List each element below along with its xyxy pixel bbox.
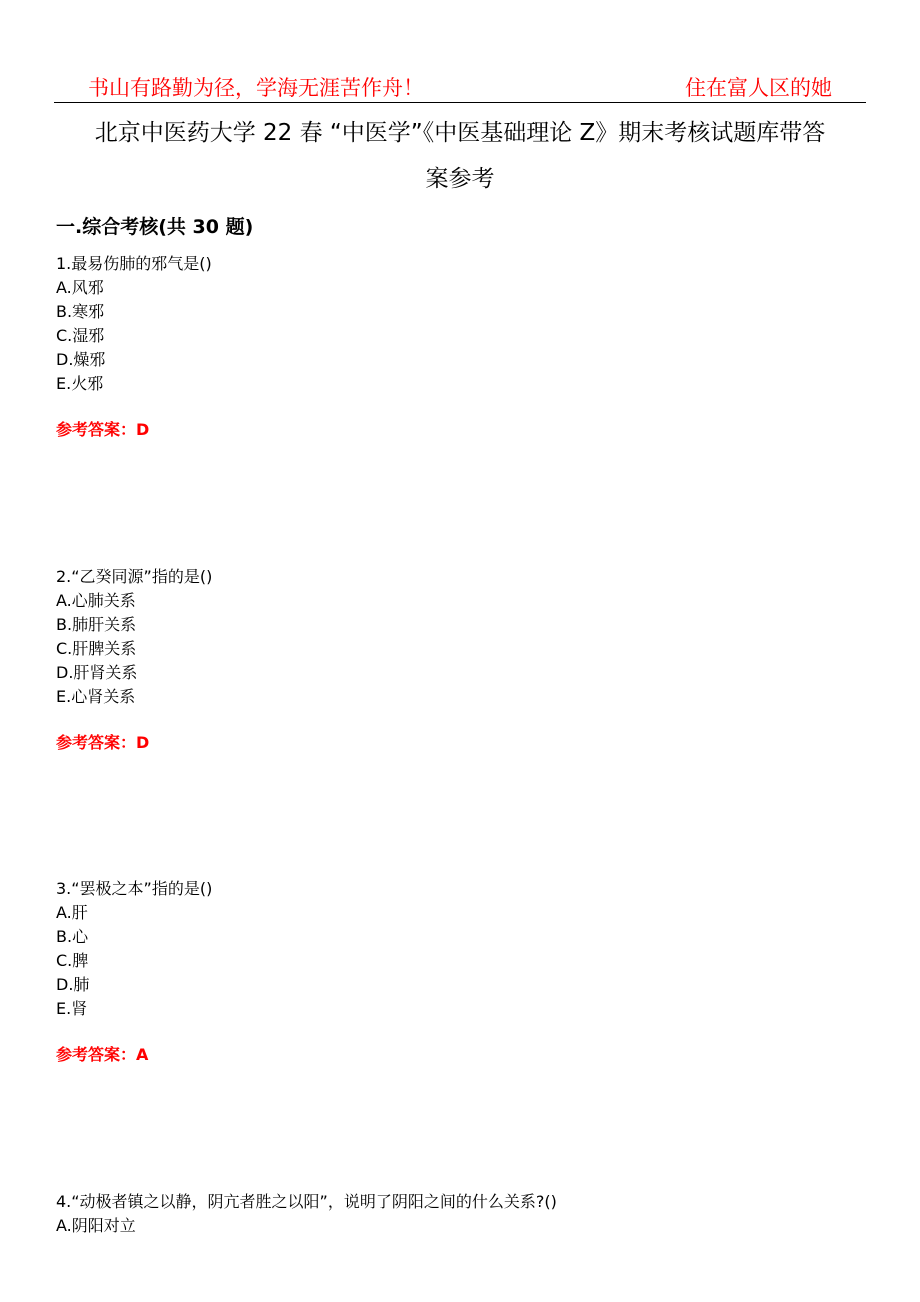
- option-b: B.寒邪: [56, 302, 105, 321]
- answer-prefix: 参考答案：: [56, 1045, 137, 1064]
- header-motto-left: 书山有路勤为径，学海无涯苦作舟！: [88, 76, 424, 100]
- option-c: C.湿邪: [56, 326, 105, 345]
- option-e: E.心肾关系: [56, 687, 136, 706]
- option-d: D.肝肾关系: [56, 663, 138, 682]
- option-a: A.心肺关系: [56, 591, 136, 610]
- header-divider: [54, 102, 866, 103]
- option-d: D.燥邪: [56, 350, 106, 369]
- header-motto-right: 住在富人区的她: [685, 76, 832, 100]
- answer-line: [56, 731, 212, 755]
- section-heading: 一.综合考核(共 30 题): [56, 216, 254, 238]
- question-3: [56, 877, 212, 1067]
- question-stem: 2.“乙癸同源”指的是(): [56, 567, 213, 586]
- answer-line: [56, 418, 212, 442]
- answer-value: D: [136, 420, 150, 439]
- option-d: D.肺: [56, 975, 90, 994]
- option-a: A.肝: [56, 903, 88, 922]
- option-c: C.肝脾关系: [56, 639, 137, 658]
- answer-line: [56, 1043, 212, 1067]
- document-title: [54, 110, 866, 202]
- answer-value: D: [136, 733, 150, 752]
- answer-prefix: 参考答案：: [56, 733, 137, 752]
- option-b: B.肺肝关系: [56, 615, 137, 634]
- document-title-line-2: 案参考: [425, 166, 495, 192]
- question-stem: 1.最易伤肺的邪气是(): [56, 254, 212, 273]
- question-2: [56, 565, 212, 755]
- option-e: E.火邪: [56, 374, 104, 393]
- document-title-line-1: 北京中医药大学 22 春 “中医学”《中医基础理论 Z》期末考核试题库带答: [94, 120, 826, 146]
- page-header: [0, 0, 920, 104]
- answer-value: A: [136, 1045, 149, 1064]
- option-b: B.心: [56, 927, 89, 946]
- answer-prefix: 参考答案：: [56, 420, 137, 439]
- option-a: A.阴阳对立: [56, 1216, 136, 1235]
- question-4: [56, 1190, 557, 1238]
- option-e: E.肾: [56, 999, 88, 1018]
- question-stem: 4.“动极者镇之以静，阴亢者胜之以阳”，说明了阴阳之间的什么关系?(): [56, 1192, 557, 1211]
- question-stem: 3.“罢极之本”指的是(): [56, 879, 213, 898]
- option-c: C.脾: [56, 951, 89, 970]
- question-1: [56, 252, 212, 442]
- option-a: A.风邪: [56, 278, 104, 297]
